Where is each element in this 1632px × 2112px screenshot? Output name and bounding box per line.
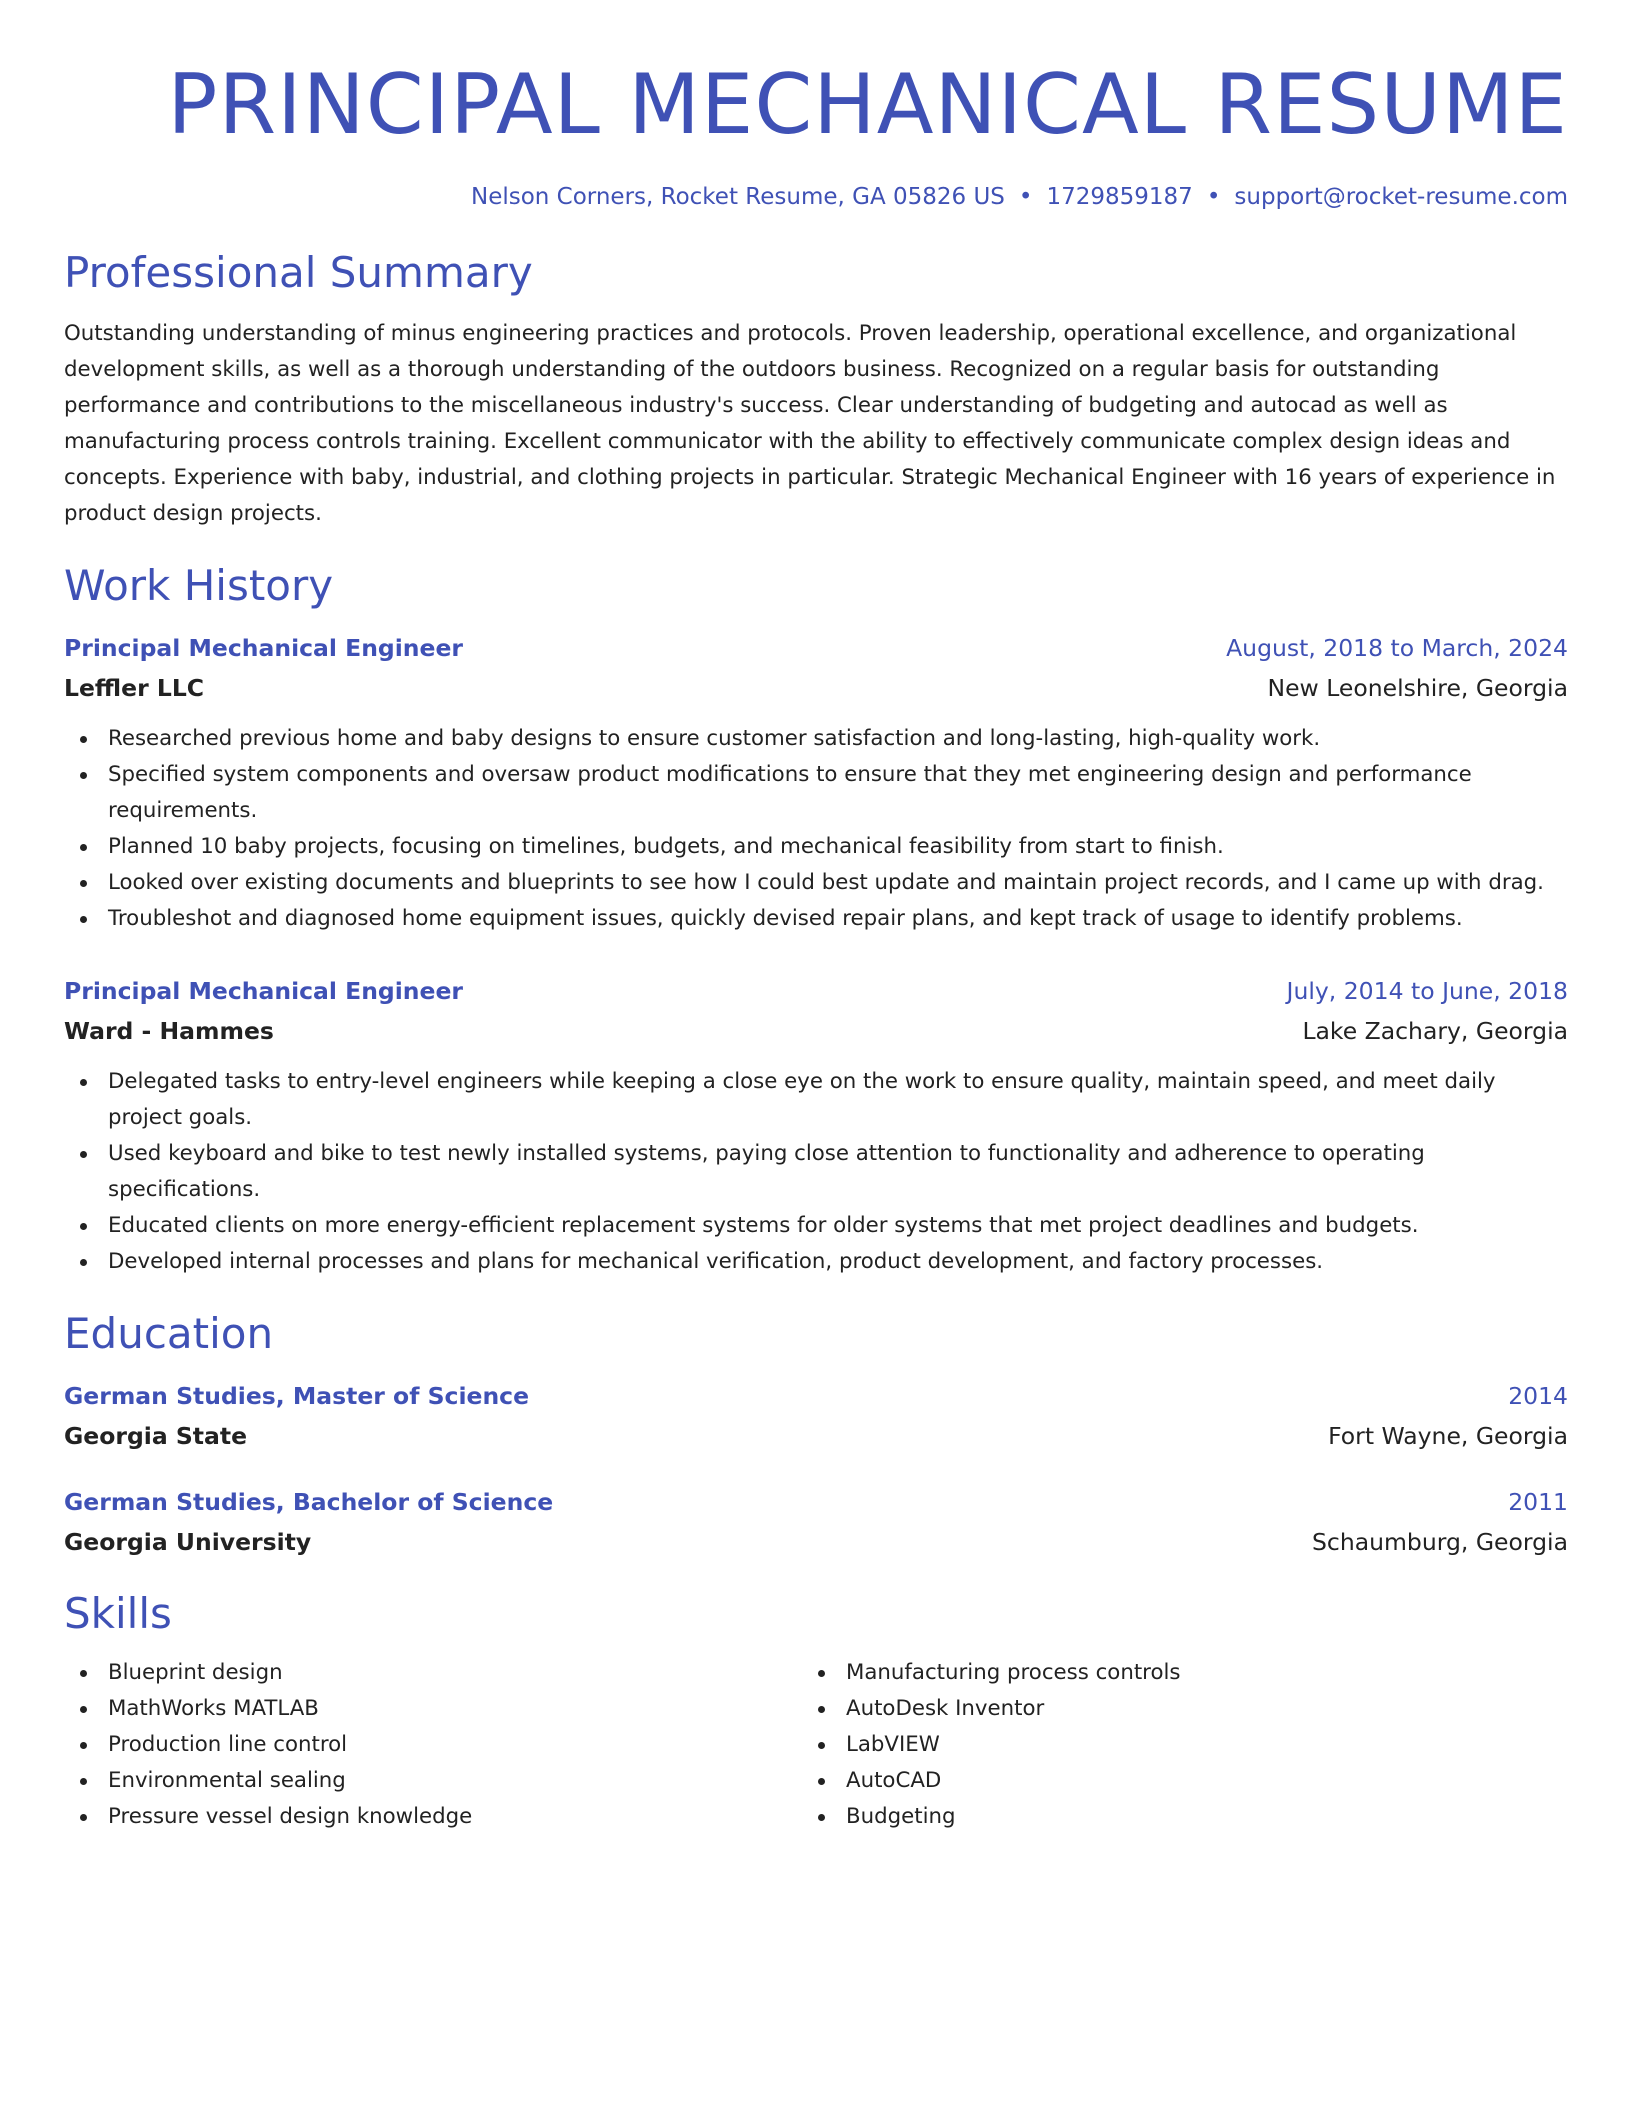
job-title: Principal Mechanical Engineer bbox=[64, 634, 464, 662]
education-location: Fort Wayne, Georgia bbox=[1328, 1422, 1568, 1450]
job-dates: July, 2014 to June, 2018 bbox=[1286, 977, 1568, 1005]
skill-item: Budgeting bbox=[802, 1799, 1568, 1835]
education-entry bbox=[64, 1378, 1568, 1454]
job-bullets bbox=[64, 721, 1568, 937]
education-location: Schaumburg, Georgia bbox=[1312, 1528, 1568, 1556]
resume-name: PRINCIPAL MECHANICAL RESUME bbox=[167, 56, 1568, 153]
job-bullets bbox=[64, 1064, 1568, 1280]
job-location: Lake Zachary, Georgia bbox=[1302, 1017, 1568, 1045]
job-entry bbox=[64, 630, 1568, 937]
job-title: Principal Mechanical Engineer bbox=[64, 977, 464, 1005]
skill-item: MathWorks MATLAB bbox=[64, 1691, 802, 1727]
job-company: Ward - Hammes bbox=[64, 1017, 274, 1045]
education-header-row bbox=[64, 1378, 1568, 1414]
skills-section bbox=[64, 1588, 1568, 1835]
skill-item: Blueprint design bbox=[64, 1655, 802, 1691]
contact-address: Nelson Corners, Rocket Resume, GA 05826 US bbox=[470, 184, 1005, 210]
work-history-section bbox=[64, 560, 1568, 1280]
skills-heading: Skills bbox=[64, 1589, 172, 1638]
education-year: 2011 bbox=[1508, 1488, 1568, 1516]
skills-list bbox=[64, 1655, 802, 1835]
contact-email: support@rocket-resume.com bbox=[1234, 184, 1568, 210]
job-company-row bbox=[64, 1013, 1568, 1049]
skill-item: Environmental sealing bbox=[64, 1763, 802, 1799]
education-section bbox=[64, 1308, 1568, 1560]
education-entry bbox=[64, 1484, 1568, 1560]
job-bullet: Troubleshot and diagnosed home equipment issues, quickly devised repair plans, and kept track of usage to identify problems. bbox=[64, 901, 1568, 937]
contact-line bbox=[64, 182, 1568, 212]
skill-item: LabVIEW bbox=[802, 1727, 1568, 1763]
education-year: 2014 bbox=[1508, 1382, 1568, 1410]
job-location: New Leonelshire, Georgia bbox=[1267, 674, 1568, 702]
job-header-row bbox=[64, 630, 1568, 666]
job-header-row bbox=[64, 973, 1568, 1009]
job-bullet: Planned 10 baby projects, focusing on timelines, budgets, and mechanical feasibility from start to finish. bbox=[64, 829, 1568, 865]
education-school: Georgia State bbox=[64, 1422, 248, 1450]
job-bullet: Used keyboard and bike to test newly installed systems, paying close attention to functionality and adherence to operating specifications. bbox=[64, 1136, 1568, 1208]
education-degree: German Studies, Master of Science bbox=[64, 1382, 530, 1410]
job-bullet: Educated clients on more energy-efficient replacement systems for older systems that met project deadlines and budgets. bbox=[64, 1208, 1568, 1244]
job-bullet: Researched previous home and baby designs to ensure customer satisfaction and long-lasting, high-quality work. bbox=[64, 721, 1568, 757]
education-heading: Education bbox=[64, 1309, 274, 1358]
skills-list bbox=[802, 1655, 1568, 1835]
education-degree: German Studies, Bachelor of Science bbox=[64, 1488, 554, 1516]
skill-item: Manufacturing process controls bbox=[802, 1655, 1568, 1691]
job-company: Leffler LLC bbox=[64, 674, 205, 702]
education-school-row bbox=[64, 1418, 1568, 1454]
skills-column-left bbox=[64, 1655, 802, 1835]
resume-header bbox=[64, 50, 1568, 212]
skill-item: Pressure vessel design knowledge bbox=[64, 1799, 802, 1835]
job-entry bbox=[64, 973, 1568, 1280]
job-bullet: Looked over existing documents and blueprints to see how I could best update and maintain project records, and I came up with drag. bbox=[64, 865, 1568, 901]
education-school-row bbox=[64, 1524, 1568, 1560]
education-header-row bbox=[64, 1484, 1568, 1520]
job-bullet: Specified system components and oversaw product modifications to ensure that they met engineering design and performance requirements. bbox=[64, 757, 1568, 829]
skill-item: Production line control bbox=[64, 1727, 802, 1763]
skills-column-right bbox=[802, 1655, 1568, 1835]
job-bullet: Developed internal processes and plans for mechanical verification, product development, and factory processes. bbox=[64, 1244, 1568, 1280]
summary-section bbox=[64, 247, 1568, 532]
skill-item: AutoDesk Inventor bbox=[802, 1691, 1568, 1727]
work-history-heading: Work History bbox=[64, 561, 334, 610]
contact-separator: • bbox=[1018, 184, 1033, 210]
job-bullet: Delegated tasks to entry-level engineers while keeping a close eye on the work to ensure quality, maintain speed, and meet daily project goals. bbox=[64, 1064, 1568, 1136]
education-school: Georgia University bbox=[64, 1528, 312, 1556]
skill-item: AutoCAD bbox=[802, 1763, 1568, 1799]
summary-heading: Professional Summary bbox=[64, 248, 533, 297]
job-company-row bbox=[64, 670, 1568, 706]
skills-columns bbox=[64, 1655, 1568, 1835]
job-dates: August, 2018 to March, 2024 bbox=[1226, 634, 1568, 662]
summary-text: Outstanding understanding of minus engineering practices and protocols. Proven leadership, operational excellence, and organizational development skills, as well as a thorough understanding of the outdoors business. Recognized on a regular basis for outstanding performance and contributions to the miscellaneous industry's success. Clear understanding of budgeting and autocad as well as manufacturing process controls training. Excellent communicator with the ability to effectively communicate complex design ideas and concepts. Experience with baby, industrial, and clothing projects in particular. Strategic Mechanical Engineer with 16 years of experience in product design projects. bbox=[64, 321, 1556, 526]
contact-phone: 1729859187 bbox=[1046, 184, 1193, 210]
contact-separator: • bbox=[1206, 184, 1221, 210]
